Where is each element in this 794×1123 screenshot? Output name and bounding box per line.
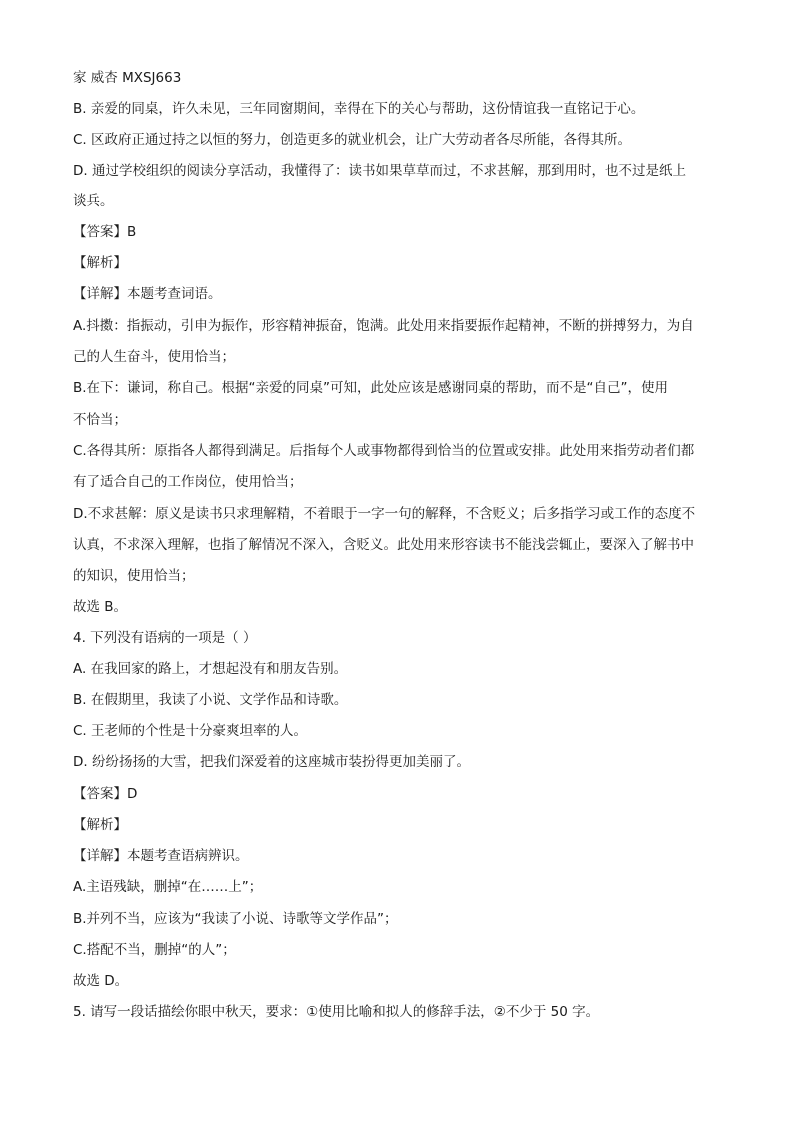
explanation-d-end: 的知识，使用恰当； xyxy=(73,568,195,584)
explanation-c: C.各得其所：原指各人都得到满足。后指每个人或事物都得到恰当的位置或安排。此处用来指劳动者们都 xyxy=(73,443,695,459)
explanation-b: B.在下：谦词，称自己。根据“亲爱的同桌”可知，此处应该是感谢同桌的帮助，而不是“自己”，使用 xyxy=(73,380,669,396)
text-line: 家 威杏 MXSJ663 xyxy=(73,70,182,86)
q4-explanation-a: A.主语残缺，删掉“在……上”； xyxy=(73,879,263,895)
q4-option-b: B. 在假期里，我读了小说、文学作品和诗歌。 xyxy=(73,692,348,708)
explanation-a-continued: 己的人生奋斗，使用恰当； xyxy=(73,349,235,365)
detail-heading: 【详解】本题考查语病辨识。 xyxy=(73,848,249,864)
conclusion: 故选 D。 xyxy=(73,973,129,989)
q4-option-d: D. 纷纷扬扬的大雪，把我们深爱着的这座城市装扮得更加美丽了。 xyxy=(73,754,470,770)
explanation-c-continued: 有了适合自己的工作岗位，使用恰当； xyxy=(73,474,303,490)
option-c: C. 区政府正通过持之以恒的努力，创造更多的就业机会，让广大劳动者各尽所能，各得其所。 xyxy=(73,132,632,148)
option-d-continued: 谈兵。 xyxy=(73,193,114,209)
explanation-d: D.不求甚解：原义是读书只求理解精，不着眼于一字一句的解释，不含贬义；后多指学习或工作的态度不 xyxy=(73,506,696,522)
option-b: B. 亲爱的同桌，许久未见，三年同窗期间，幸得在下的关心与帮助，这份情谊我一直铭记于心。 xyxy=(73,101,645,117)
q4-option-c: C. 王老师的个性是十分豪爽坦率的人。 xyxy=(73,723,308,739)
explanation-b-continued: 不恰当； xyxy=(73,412,127,428)
explanation-a: A.抖擞：指振动，引申为振作，形容精神振奋，饱满。此处用来指要振作起精神，不断的拼搏努力，为自 xyxy=(73,318,694,334)
answer-label: 【答案】B xyxy=(73,224,137,240)
analysis-label: 【解析】 xyxy=(73,255,127,271)
detail-heading: 【详解】本题考查词语。 xyxy=(73,286,222,302)
conclusion: 故选 B。 xyxy=(73,599,128,615)
answer-label: 【答案】D xyxy=(73,786,138,802)
q4-explanation-b: B.并列不当，应该为“我读了小说、诗歌等文学作品”； xyxy=(73,911,398,927)
q4-explanation-c: C.搭配不当，删掉“的人”； xyxy=(73,942,236,958)
question-5: 5. 请写一段话描绘你眼中秋天，要求：①使用比喻和拟人的修辞手法，②不少于 50 字。 xyxy=(73,1004,600,1020)
option-d: D. 通过学校组织的阅读分享活动，我懂得了：读书如果草草而过，不求甚解，那到用时，也不过是纸上 xyxy=(73,163,686,179)
question-4: 4. 下列没有语病的一项是（ ） xyxy=(73,630,257,646)
analysis-label: 【解析】 xyxy=(73,817,127,833)
explanation-d-continued: 认真，不求深入理解，也指了解情况不深入，含贬义。此处用来形容读书不能浅尝辄止，要深入了解书中 xyxy=(73,537,694,553)
q4-option-a: A. 在我回家的路上，才想起没有和朋友告别。 xyxy=(73,661,348,677)
